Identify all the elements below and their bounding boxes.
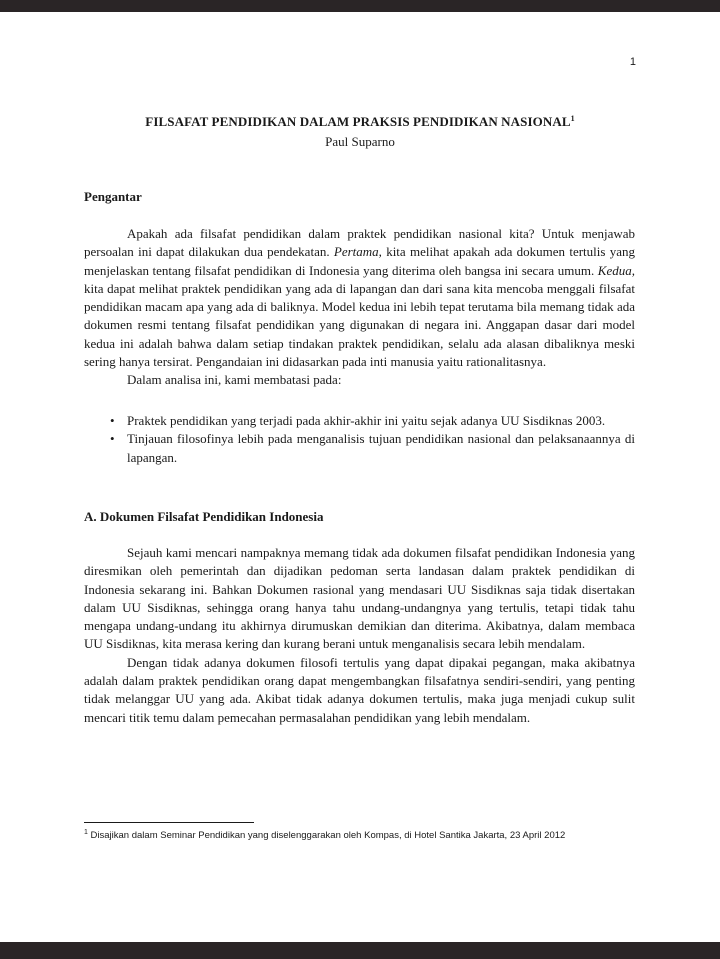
- author-name: Paul Suparno: [325, 134, 395, 149]
- document-page: [0, 12, 720, 942]
- title-text: FILSAFAT PENDIDIKAN DALAM PRAKSIS PENDIDIKAN NASIONAL: [145, 114, 571, 129]
- section-a-paragraph-2: Dengan tidak adanya dokumen filosofi tertulis yang dapat dipakai pegangan, maka akibatnya adalah dalam praktek pendidikan orang dapat mengembangkan filsafatnya sendiri-sendiri, yang penting tidak melanggar UU yang ada. Akibat tidak adanya dokumen tertulis, maka juga menjadi cukup sulit mencari titik temu dalam pemecahan permasalahan pendidikan yang lebih mendalam.: [84, 654, 635, 725]
- footnote: [84, 830, 644, 841]
- section-a-paragraph-1: Sejauh kami mencari nampaknya memang tidak ada dokumen filsafat pendidikan Indonesia yang diresmikan oleh pemerintah dan dijadikan pedoman serta landasan dalam praktek pendidikan di Indonesia sekarang ini. Bahkan Dokumen rasional yang mendasari UU Sisdiknas saja tidak disertakan dalam UU Sisdiknas, sehingga orang hanya tahu undang-undangnya yang tertulis, tetapi tidak tahu mengapa undang-undang itu akhirnya dirumuskan demikian dan diterima. Akibatnya, dalam membaca UU Sisdiknas, kita merasa kering dan kurang berani untuk menganalisis secara lebih mendalam.: [84, 545, 635, 652]
- document-title: [84, 114, 636, 130]
- bullet-icon: •: [110, 431, 115, 447]
- italic-pertama: Pertama,: [333, 244, 382, 260]
- list-item: [84, 430, 635, 467]
- bullet-list: [84, 412, 635, 467]
- list-item-text: Praktek pendidikan yang terjadi pada akhir-akhir ini yaitu sejak adanya UU Sisdiknas 2003.: [127, 413, 606, 428]
- intro-body: [84, 225, 635, 390]
- footnote-mark: 1: [84, 829, 88, 836]
- section-a-body: [84, 544, 635, 727]
- list-item-text: Tinjauan filosofinya lebih pada menganalisis tujuan pendidikan nasional dan pelaksanaannya di lapangan.: [127, 431, 635, 465]
- list-item: [84, 412, 635, 430]
- intro-paragraph-2: Dalam analisa ini, kami membatasi pada:: [127, 372, 342, 388]
- footnote-text: Disajikan dalam Seminar Pendidikan yang diselenggarakan oleh Kompas, di Hotel Santika Jakarta, 23 April 2012: [87, 830, 566, 841]
- intro-paragraph-1: [84, 225, 635, 371]
- top-border: [0, 0, 720, 12]
- section-heading-a: A. Dokumen Filsafat Pendidikan Indonesia: [84, 509, 324, 524]
- italic-kedua: Kedua,: [597, 262, 635, 278]
- bullet-icon: •: [110, 413, 115, 428]
- title-footnote-mark: 1: [570, 114, 575, 123]
- page-number: 1: [629, 56, 636, 68]
- bottom-border: [0, 942, 720, 959]
- footnote-divider: [84, 822, 254, 823]
- intro-paragraph-1-part-3: kita dapat melihat praktek pendidikan yang ada di lapangan dan dari sana kita mencoba menggali filsafat pendidikan macam apa yang ada di baliknya. Model kedua ini lebih tepat terutama bila memang tidak ada dokumen resmi tentang filsafat pendidikan yang digunakan di negara ini. Anggapan dasar dari model kedua ini adalah bahwa dalam setiap tindakan praktek pendidikan, selalu ada alasan dibaliknya meski sering hanya tersirat. Pengandaian ini didasarkan pada inti manusia yaitu rationalitasnya.: [84, 280, 635, 370]
- intro-paragraph-1-part-1: Apakah ada filsafat pendidikan dalam praktek pendidikan nasional kita? Untuk menjawab persoalan ini dapat dilakukan dua pendekatan.: [84, 226, 635, 260]
- intro-paragraph-1-part-2: kita melihat apakah ada dokumen tertulis yang menjelaskan tentang filsafat pendidikan di Indonesia yang diterima oleh bangsa ini secara umum.: [84, 244, 635, 278]
- section-heading-pengantar: Pengantar: [84, 189, 142, 204]
